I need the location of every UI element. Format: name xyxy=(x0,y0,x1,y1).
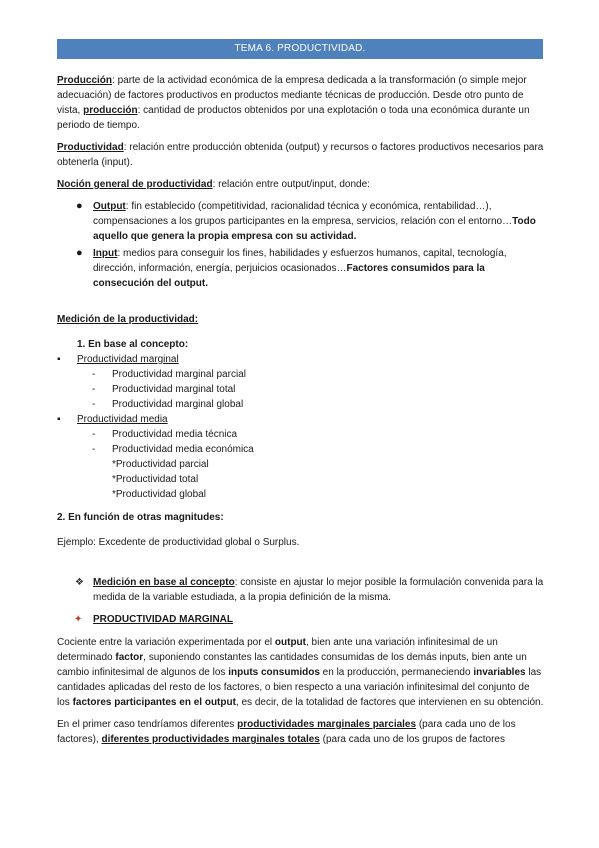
list-item xyxy=(57,427,545,442)
page-title: TEMA 6. PRODUCTIVIDAD. xyxy=(57,39,543,59)
list-item xyxy=(57,442,545,457)
list-item xyxy=(57,412,545,427)
text: : relación entre producción obtenida (output) y recursos o factores productivos necesarios para obtenerla (input). xyxy=(57,142,544,168)
list-item xyxy=(57,382,545,397)
text: (para cada uno de los grupos de factores xyxy=(319,734,505,745)
list-item xyxy=(57,352,545,367)
section-medicion xyxy=(57,312,545,550)
text: las cantidades aplicadas del resto de los factores, o bien respecto a una variación infinitesimal del conjunto de los xyxy=(57,667,542,708)
bold-text: Factores consumidos para la consecución del output. xyxy=(93,263,485,289)
document-body xyxy=(57,73,545,754)
bullet-icon: ● xyxy=(76,247,83,259)
bold-text: Todo aquello que genera la propia empresa con su actividad. xyxy=(93,216,536,242)
paragraph-ejemplo: Ejemplo: Excedente de productividad global o Surplus. xyxy=(57,537,300,548)
list-item xyxy=(57,575,545,605)
text: en la producción, permaneciendo xyxy=(319,667,474,678)
arrow-bullet-icon: ✦ xyxy=(74,614,83,625)
heading-text: Medición de la productividad: xyxy=(57,314,199,325)
heading-text: 2. En función de otras magnitudes: xyxy=(57,512,224,523)
list-item xyxy=(57,367,545,382)
paragraph-productividad-marginal xyxy=(57,635,545,710)
text: : consiste en ajustar lo mejor posible la formulación convenida para la medida de la variable estudiada, a la propia definición de la misma. xyxy=(93,577,544,603)
numbered-item-1 xyxy=(57,337,545,352)
paragraph-productividad xyxy=(57,140,545,170)
bold-text: output xyxy=(274,637,306,648)
square-bullet-icon: ▪ xyxy=(57,354,61,365)
term-produccion-2: producción xyxy=(83,105,138,116)
term-produccion: Producción xyxy=(57,75,113,86)
text: : parte de la actividad económica de la empresa dedicada a la transformación (o simple mejor adecuación) de factores productivos en productos mediante técnicas de producción. Desde otro punto de vista, xyxy=(57,75,527,116)
bold-text: factor xyxy=(115,652,144,663)
text: En el primer caso tendríamos diferentes xyxy=(57,719,238,730)
list-item: *Productividad global xyxy=(112,489,206,500)
text: : medios para conseguir los fines, habilidades y esfuerzos humanos, capital, tecnología, dirección, información, energía, perjuicios ocasionados… xyxy=(93,248,507,274)
list-item: *Productividad parcial xyxy=(112,459,209,470)
dash-icon: - xyxy=(92,399,96,410)
paragraph-primer-caso xyxy=(57,717,545,747)
label: Productividad media económica xyxy=(112,444,254,455)
list-item xyxy=(76,246,545,291)
bullet-list xyxy=(57,199,545,291)
text: , suponiendo constantes las cantidades consumidas de los demás inputs, bien ante un cambio infinitesimal de algunos de los xyxy=(57,652,527,678)
dash-icon: - xyxy=(92,384,96,395)
heading-medicion xyxy=(57,312,545,327)
list-item xyxy=(76,199,545,244)
text: , es decir, de la totalidad de factores que intervienen en su obtención. xyxy=(235,697,544,708)
heading-text: 1. En base al concepto: xyxy=(77,339,189,350)
term-productividad: Productividad xyxy=(57,142,124,153)
term-input: Input xyxy=(93,248,118,259)
bullet-icon: ● xyxy=(76,200,83,212)
text: Cociente entre la variación experimentada por el xyxy=(57,637,275,648)
text: , bien ante una variación infinitesimal de un determinado xyxy=(57,637,498,663)
list-item: *Productividad total xyxy=(112,474,199,485)
label: Productividad marginal global xyxy=(112,399,244,410)
numbered-item-2 xyxy=(57,510,545,525)
paragraph-produccion xyxy=(57,73,545,133)
dash-icon: - xyxy=(92,369,96,380)
bold-text: factores participantes en el output xyxy=(72,697,236,708)
term-output: Output xyxy=(93,201,126,212)
text: : relación entre output/input, donde: xyxy=(212,179,370,190)
term-nocion: Noción general de productividad xyxy=(57,179,213,190)
dash-icon: - xyxy=(92,444,96,455)
section-heading: PRODUCTIVIDAD MARGINAL xyxy=(93,614,233,625)
dash-icon: - xyxy=(92,429,96,440)
label: Productividad marginal parcial xyxy=(112,369,246,380)
text: : fin establecido (competitividad, racionalidad técnica y económica, rentabilidad…), compensaciones a los grupos participantes en la empresa, servicios, relación con el entorno… xyxy=(93,201,513,227)
label: Productividad media xyxy=(77,414,168,425)
bold-text: productividades marginales parciales xyxy=(237,719,417,730)
section-heading-row xyxy=(57,612,545,627)
label: Productividad media técnica xyxy=(112,429,238,440)
label: Productividad marginal total xyxy=(112,384,236,395)
label: Productividad marginal xyxy=(77,354,179,365)
paragraph-nocion xyxy=(57,177,545,192)
bold-text: diferentes productividades marginales totales xyxy=(101,734,320,745)
text: : cantidad de productos obtenidos por una explotación o toda una económica durante un periodo de tiempo. xyxy=(57,105,530,131)
term-concepto: Medición en base al concepto xyxy=(93,577,235,588)
bold-text: invariables xyxy=(473,667,526,678)
text: (para cada uno de los factores), xyxy=(57,719,516,745)
bold-text: inputs consumidos xyxy=(228,667,320,678)
diamond-bullet-icon: ❖ xyxy=(75,577,84,588)
list-item xyxy=(57,397,545,412)
square-bullet-icon: ▪ xyxy=(57,414,61,425)
